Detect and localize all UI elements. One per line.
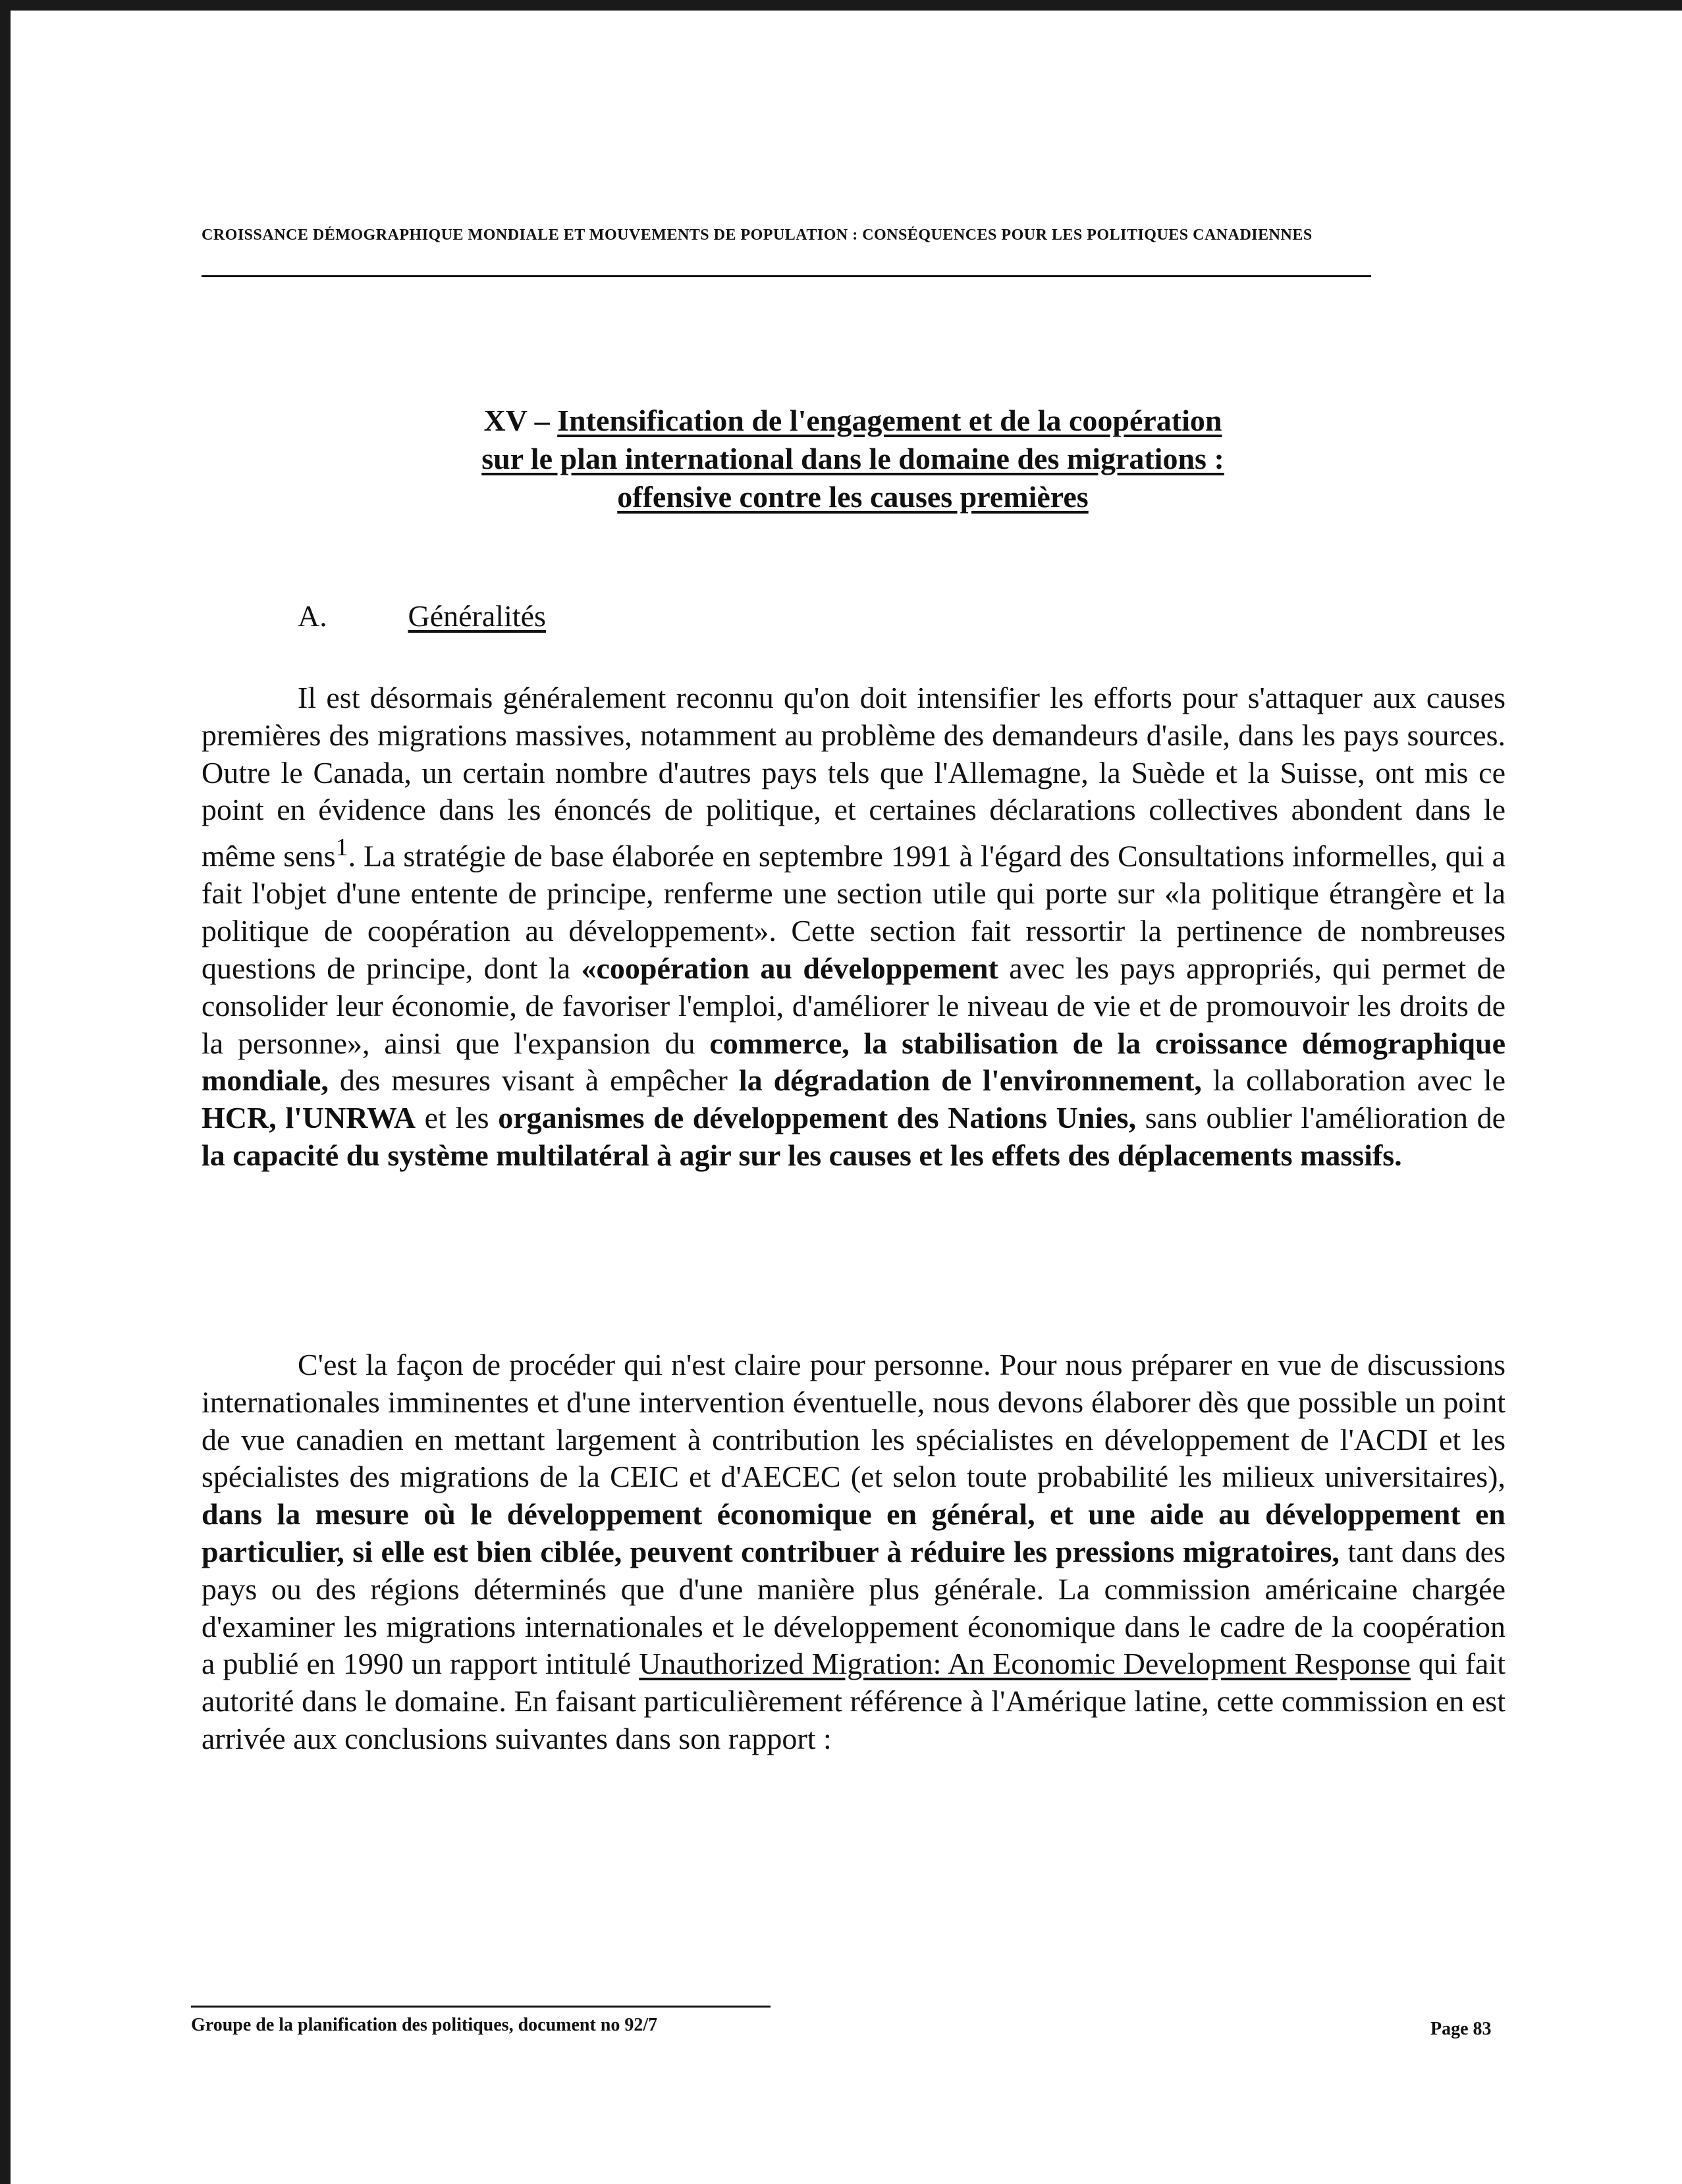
footer-rule (191, 2006, 771, 2008)
page-number: Page 83 (1430, 2019, 1492, 2039)
chapter-title-line-1 (369, 402, 1337, 440)
paragraph-text-segment: commerce, la stabilisation de la croissance démographique mondiale, (202, 1026, 1506, 1098)
body-paragraph-2 (202, 1346, 1506, 1758)
paragraph-text-segment: organismes de développement des Nations Unies, (498, 1101, 1137, 1135)
footer-document-reference: Groupe de la planification des politiques, document no 92/7 (191, 2015, 658, 2035)
chapter-title-line-3 (369, 478, 1337, 516)
scan-border-top (0, 0, 1682, 11)
paragraph-text-segment: HCR, l'UNRWA (202, 1101, 416, 1135)
footnote-marker: 1 (335, 834, 348, 862)
section-title: Généralités (408, 599, 546, 633)
paragraph-text-segment: Il est désormais généralement reconnu qu'on doit intensifier les efforts pour s'attaquer aux causes premières des migrations massives, notamment au problème des demandeurs d'asile, dans les pays sources. Outre le Canada, un certain nombre d'autres pays tels que l'Allemagne, la Suède et la Suisse, ont mis ce point en évidence dans les énoncés de politique, et certaines déclarations collectives abondent dans le même sens (202, 681, 1506, 873)
scan-border-left (0, 0, 11, 2184)
header-rule (202, 275, 1371, 277)
chapter-title-text: Intensification de l'engagement et de la coopération (557, 404, 1222, 437)
section-heading (298, 598, 546, 635)
paragraph-text-segment: et les (416, 1101, 499, 1135)
paragraph-text-segment: «coopération au développement (581, 951, 998, 985)
chapter-title-text: offensive contre les causes premières (617, 480, 1089, 514)
paragraph-text-segment: la dégradation de l'environnement, (738, 1063, 1202, 1098)
paragraph-text-segment: C'est la façon de procéder qui n'est claire pour personne. Pour nous préparer en vue de discussions internationales imminentes et d'une intervention éventuelle, nous devons élaborer dès que possible un point de vue canadien en mettant largement à contribution les spécialistes en développement de l'ACDI et les spécialistes des migrations de la CEIC et d'AECEC (et selon toute probabilité les milieux universitaires), (202, 1348, 1506, 1494)
paragraph-text-segment: des mesures visant à empêcher (328, 1063, 739, 1098)
chapter-title-line-2 (369, 440, 1337, 478)
paragraph-text-segment: qui fait autorité dans le domaine. En faisant particulièrement référence à l'Amérique latine, cette commission en est arrivée aux conclusions suivantes dans son rapport : (202, 1647, 1506, 1755)
running-header: CROISSANCE DÉMOGRAPHIQUE MONDIALE ET MOUVEMENTS DE POPULATION : CONSÉQUENCES POUR LES POLITIQUES CANADIENNES (202, 226, 1313, 244)
paragraph-text-segment: la collaboration avec le (1201, 1063, 1506, 1098)
chapter-title (369, 402, 1337, 516)
paragraph-text-segment: la capacité du système multilatéral à agir sur les causes et les effets des déplacements massifs. (202, 1138, 1402, 1172)
chapter-title-text: sur le plan international dans le domaine des migrations : (481, 442, 1224, 475)
chapter-number: XV – (483, 404, 550, 437)
paragraph-text-segment: Unauthorized Migration: An Economic Development Response (639, 1647, 1411, 1681)
body-paragraph-1 (202, 679, 1506, 1175)
paragraph-text-segment: tant dans des pays ou des régions déterminés que d'une manière plus générale. La commission américaine chargée d'examiner les migrations internationales et le développement économique dans le cadre de la coopération a publié en 1990 un rapport intitulé (202, 1534, 1506, 1681)
section-letter: A. (298, 599, 327, 633)
paragraph-text-segment: . La stratégie de base élaborée en septembre 1991 à l'égard des Consultations informelles, qui a fait l'objet d'une entente de principe, renferme une section utile qui porte sur «la politique étrangère et la politique de coopération au développement». Cette section fait ressortir la pertinence de nombreuses questions de principe, dont la (202, 839, 1506, 985)
paragraph-text-segment: sans oublier l'amélioration de (1136, 1101, 1506, 1135)
paragraph-text-segment: dans la mesure où le développement économique en général, et une aide au développement en particulier, si elle est bien ciblée, peuvent contribuer à réduire les pressions migratoires, (202, 1497, 1506, 1568)
paragraph-text-segment: avec les pays appropriés, qui permet de consolider leur économie, de favoriser l'emploi, d'améliorer le niveau de vie et de promouvoir les droits de la personne», ainsi que l'expansion du (202, 951, 1506, 1060)
